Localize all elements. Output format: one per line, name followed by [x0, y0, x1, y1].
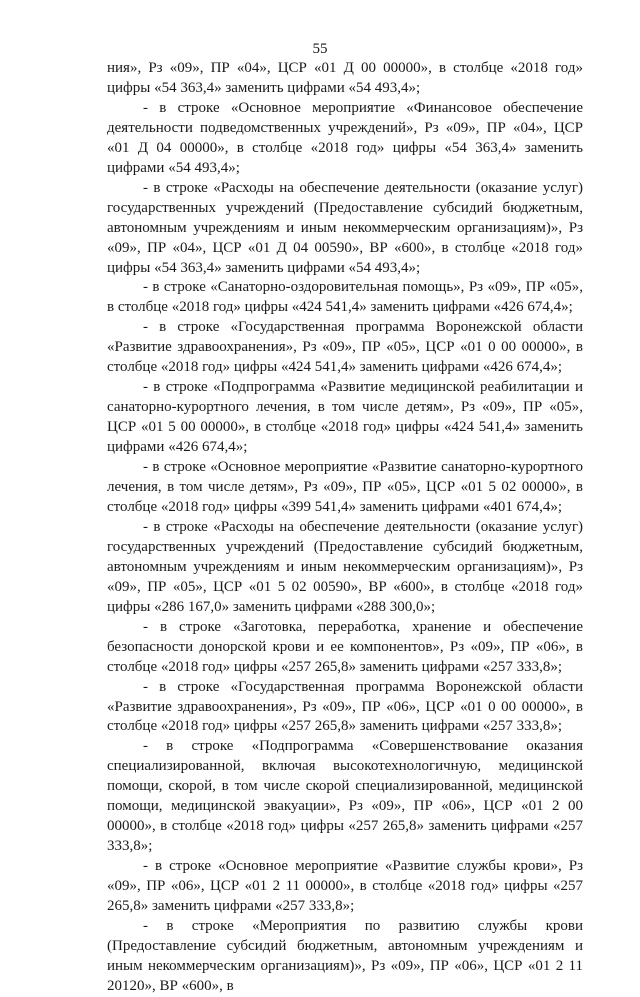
page-number: 55: [312, 41, 328, 57]
paragraph: - в строке «Государственная программа Воронежской области «Развитие здравоохранения», Рз «09», ПР «05», ЦСР «01 0 00 00000», в столбце «2018 год» цифры «424 541,4» заменить цифрами «426 674,4»;: [107, 319, 583, 376]
paragraph: - в строке «Основное мероприятие «Финансовое обеспечение деятельности подведомственных учреждений», Рз «09», ПР «04», ЦСР «01 Д 04 00000», в столбце «2018 год» цифры «54 363,4» заменить цифрами «54 493,4»;: [107, 99, 583, 176]
paragraph: - в строке «Заготовка, переработка, хранение и обеспечение безопасности донорской крови и ее компонентов», Рз «09», ПР «06», в столбце «2018 год» цифры «257 265,8» заменить цифрами «257 333,8»;: [107, 618, 583, 675]
paragraph: - в строке «Государственная программа Воронежской области «Развитие здравоохранения», Рз «09», ПР «06», ЦСР «01 0 00 00000», в столбце «2018 год» цифры «257 265,8» заменить цифрами «257 333,8»;: [107, 678, 583, 735]
document-body: [107, 59, 583, 997]
paragraph-continuation: ния», Рз «09», ПР «04», ЦСР «01 Д 00 00000», в столбце «2018 год» цифры «54 363,4» заменить цифрами «54 493,4»;: [107, 60, 583, 96]
paragraph: - в строке «Расходы на обеспечение деятельности (оказание услуг) государственных учреждений (Предоставление субсидий бюджетным, автономным учреждениям и иным некоммерческим организациям)», Рз «09», ПР «05», ЦСР «01 5 02 00590», ВР «600», в столбце «2018 год» цифры «286 167,0» заменить цифрами «288 300,0»;: [107, 518, 583, 615]
paragraph: - в строке «Санаторно-оздоровительная помощь», Рз «09», ПР «05», в столбце «2018 год» цифры «424 541,4» заменить цифрами «426 674,4»;: [107, 279, 583, 316]
paragraph: - в строке «Основное мероприятие «Развитие санаторно-курортного лечения, в том числе детям», Рз «09», ПР «05», ЦСР «01 5 02 00000», в столбце «2018 год» цифры «399 541,4» заменить цифрами «401 674,4»;: [107, 459, 583, 515]
paragraph: - в строке «Основное мероприятие «Развитие службы крови», Рз «09», ПР «06», ЦСР «01 2 11 00000», в столбце «2018 год» цифры «257 265,8» заменить цифрами «257 333,8»;: [107, 858, 583, 915]
paragraph: - в строке «Подпрограмма «Развитие медицинской реабилитации и санаторно-курортного лечения, в том числе детям», Рз «09», ПР «05», ЦСР «01 5 00 00000», в столбце «2018 год» цифры «424 541,4» заменить цифрами «426 674,4»;: [107, 379, 583, 456]
paragraph: - в строке «Мероприятия по развитию службы крови (Предоставление субсидий бюджетным, автономным учреждениям и иным некоммерческим организациям)», Рз «09», ПР «06», ЦСР «01 2 11 20120», ВР «600», в: [107, 917, 583, 994]
paragraph: - в строке «Расходы на обеспечение деятельности (оказание услуг) государственных учреждений (Предоставление субсидий бюджетным, автономным учреждениям и иным некоммерческим организациям)», Рз «09», ПР «04», ЦСР «01 Д 04 00590», ВР «600», в столбце «2018 год» цифры «54 363,4» заменить цифрами «54 493,4»;: [107, 179, 583, 276]
paragraph: - в строке «Подпрограмма «Совершенствование оказания специализированной, включая высокотехнологичную, медицинской помощи, скорой, в том числе скорой специализированной, медицинской помощи, медицинской эвакуации», Рз «09», ПР «06», ЦСР «01 2 00 00000», в столбце «2018 год» цифры «257 265,8» заменить цифрами «257 333,8»;: [107, 738, 583, 855]
